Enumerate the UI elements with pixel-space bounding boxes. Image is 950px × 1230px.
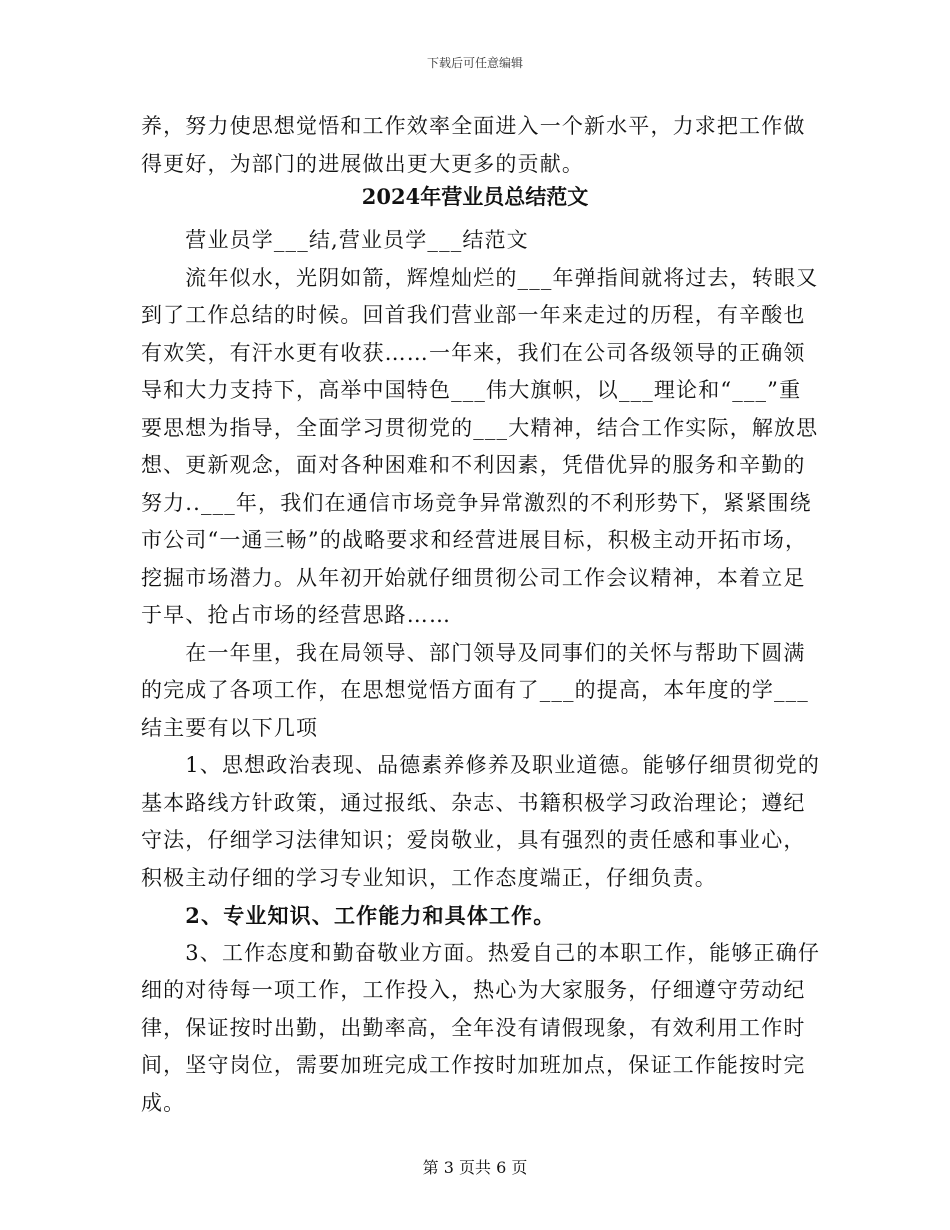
text-line: 积极主动仔细的学习专业知识，工作态度端正，仔细负责。 [141,865,717,890]
text-line: 于早、抢占市场的经营思路…… [141,603,452,627]
text-line: 基本路线方针政策，通过报纸、杂志、书籍积极学习政治理论；遵纪 [141,790,806,815]
text-line: 律，保证按时出勤，出勤率高，全年没有请假现象，有效利用工作时 [141,1015,806,1040]
text-line: 间，坚守岗位，需要加班完成工作按时加班加点，保证工作能按时完 [141,1053,806,1077]
text-line: 到了工作总结的时候。回首我们营业部一年来走过的历程，有辛酸也 [141,303,806,327]
text-line: 要思想为指导，全面学习贯彻党的___大精神，结合工作实际，解放思 [141,415,819,440]
page-header: 下载后可任意编辑 [426,56,523,70]
document-title: 2024年营业员总结范文 [361,184,589,209]
text-line: 守法，仔细学习法律知识；爱岗敬业，具有强烈的责任感和事业心， [141,828,806,852]
text-line: 1、思想政治表现、品德素养修养及职业道德。能够仔细贯彻党的 [141,753,821,777]
text-line: 的完成了各项工作，在思想觉悟方面有了___的提高，本年度的学___ [141,678,809,702]
subtitle-line: 营业员学___结,营业员学___结范文 [141,228,529,252]
text-line: 细的对待每一项工作，工作投入，热心为大家服务，仔细遵守劳动纪 [141,978,806,1002]
page-footer: 第 3 页共 6 页 [422,1158,528,1177]
text-line: 挖掘市场潜力。从年初开始就仔细贯彻公司工作会议精神，本着立足 [141,565,806,590]
text-line: 导和大力支持下，高举中国特色___伟大旗帜，以___理论和“___”重 [141,378,802,402]
text-line: 有欢笑，有汗水更有收获……一年来，我们在公司各级领导的正确领 [141,340,806,365]
text-line: 养，努力使思想觉悟和工作效率全面进入一个新水平，力求把工作做 [141,114,806,138]
text-line: 在一年里，我在局领导、部门领导及同事们的关怀与帮助下圆满 [141,640,806,665]
text-line: 结主要有以下几项 [141,715,319,740]
document-body [141,222,821,1122]
text-line: 努力..___年，我们在通信市场竞争异常激烈的不利形势下，紧紧围绕 [141,490,812,515]
text-line: 成。 [141,1090,186,1115]
document-body-top [141,108,807,183]
text-line: 市公司“一通三畅”的战略要求和经营进展目标，积极主动开拓市场， [141,528,808,552]
text-line: 得更好，为部门的进展做出更大更多的贡献。 [141,151,584,176]
section-heading: 2、专业知识、工作能力和具体工作。 [141,903,556,928]
text-line: 3、工作态度和勤奋敬业方面。热爱自己的本职工作，能够正确仔 [141,940,821,965]
text-line: 流年似水，光阴如箭，辉煌灿烂的___年弹指间就将过去，转眼又 [141,265,819,290]
text-line: 想、更新观念，面对各种困难和不利因素，凭借优异的服务和辛勤的 [141,453,806,477]
